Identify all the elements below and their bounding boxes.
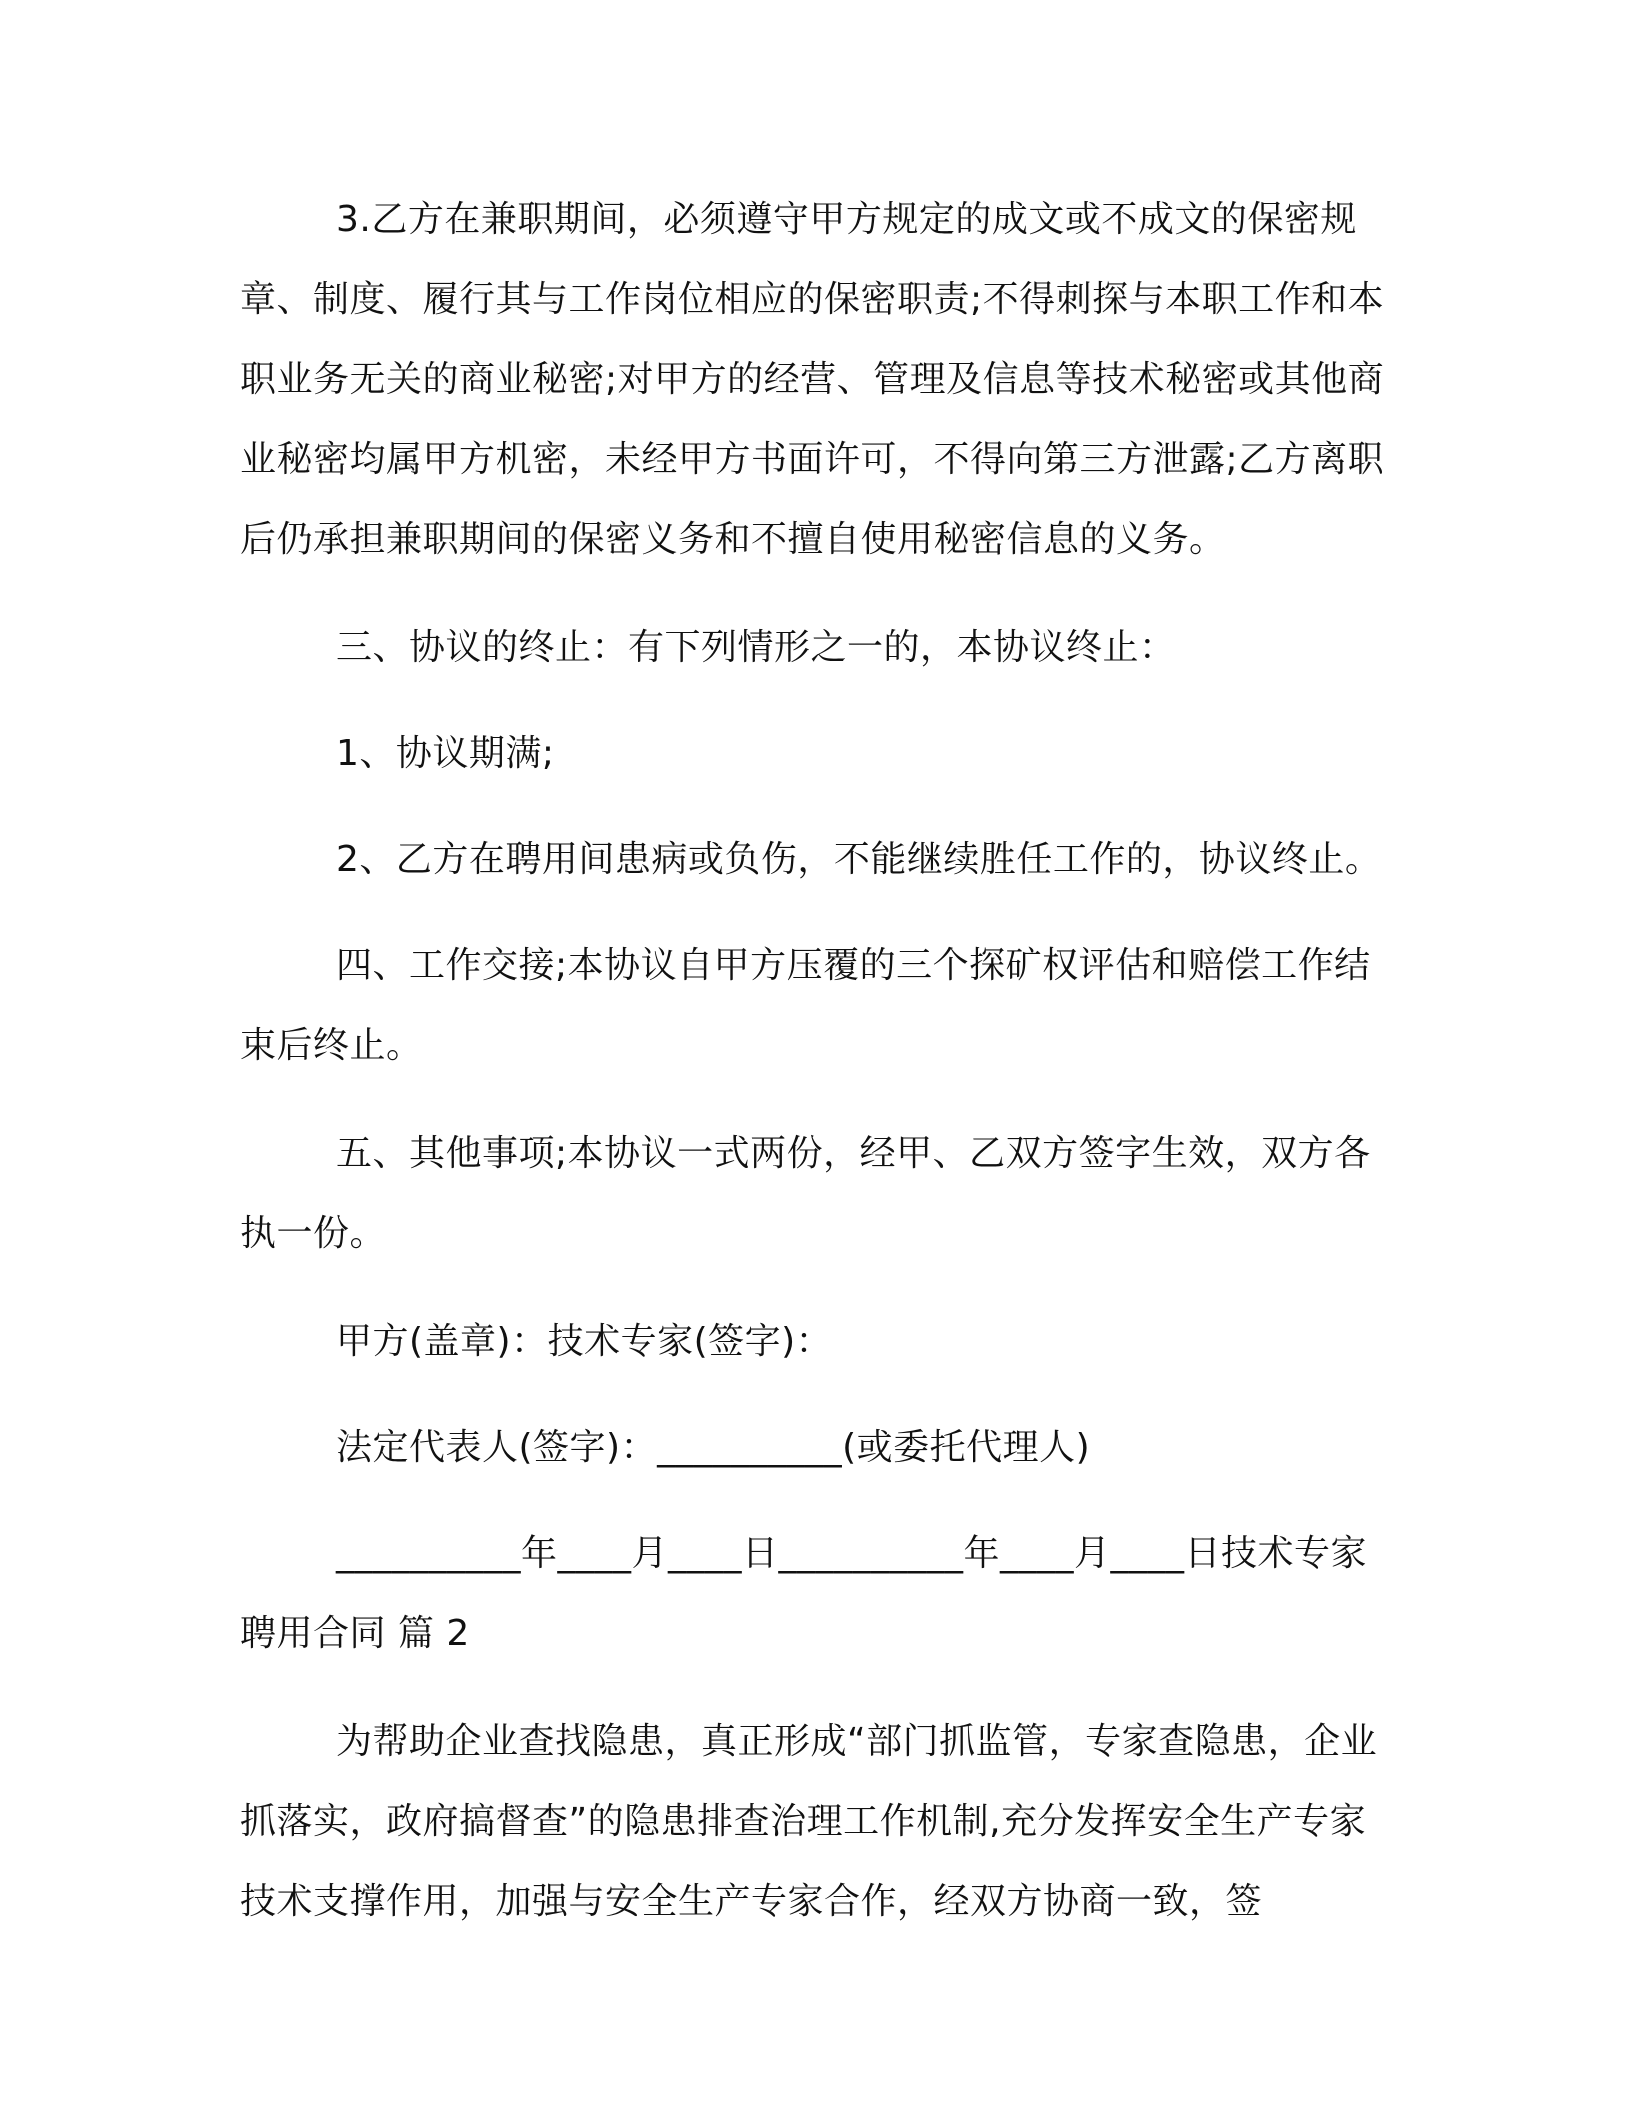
paragraph-termination-item-2: 2、乙方在聘用间患病或负伤，不能继续胜任工作的，协议终止。 bbox=[336, 839, 1382, 880]
paragraph-date-line-and-title: __________年____月____日__________年____月____日技术专家聘用合同 篇 2 bbox=[240, 1533, 1368, 1654]
paragraph-work-handover: 四、工作交接;本协议自甲方压覆的三个探矿权评估和赔偿工作结束后终止。 bbox=[240, 945, 1371, 1066]
paragraph-confidentiality-clause: 3.乙方在兼职期间，必须遵守甲方规定的成文或不成文的保密规章、制度、履行其与工作岗位相应的保密职责;不得刺探与本职工作和本职业务无关的商业秘密;对甲方的经营、管理及信息等技术秘密或其他商业秘密均属甲方机密，未经甲方书面许可，不得向第三方泄露;乙方离职后仍承担兼职期间的保密义务和不擅自使用秘密信息的义务。 bbox=[240, 199, 1385, 560]
paragraph-party-signatures: 甲方(盖章)：技术专家(签字)： bbox=[336, 1321, 833, 1362]
paragraph-other-matters: 五、其他事项;本协议一式两份，经甲、乙双方签字生效，双方各执一份。 bbox=[240, 1133, 1371, 1254]
paragraph-legal-representative: 法定代表人(签字)：__________(或委托代理人) bbox=[336, 1427, 1091, 1468]
document-body bbox=[240, 180, 1390, 1970]
paragraph-contract-2-intro: 为帮助企业查找隐患，真正形成“部门抓监管，专家查隐患，企业抓落实，政府搞督查”的隐患排查治理工作机制,充分发挥安全生产专家技术支撑作用，加强与安全生产专家合作，经双方协商一致，签 bbox=[240, 1721, 1378, 1922]
paragraph-termination-item-1: 1、协议期满; bbox=[336, 733, 555, 774]
paragraph-termination-heading: 三、协议的终止：有下列情形之一的，本协议终止： bbox=[336, 627, 1176, 668]
